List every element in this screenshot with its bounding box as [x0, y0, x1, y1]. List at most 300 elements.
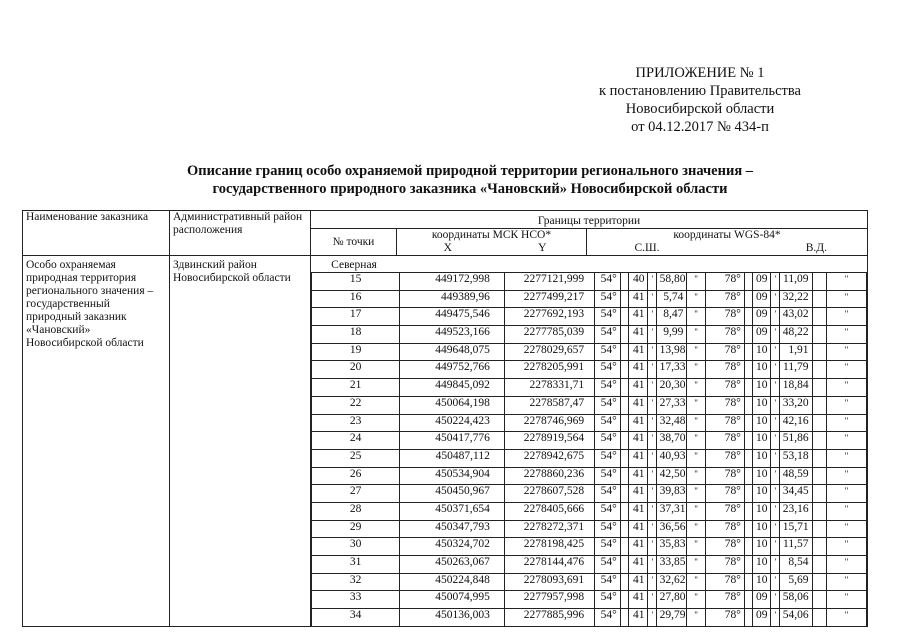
spacer: [744, 573, 752, 591]
lat-sec-mark: ": [687, 343, 705, 361]
reserve-name: Особо охраняемая природная территория регионального значения – государственный природный заказник «Чановский» Новосибирской области: [23, 256, 170, 627]
lon-min-mark: ': [771, 343, 779, 361]
coord-x: 450534,904: [400, 467, 505, 485]
lat-min-mark: ': [648, 432, 656, 450]
spacer: [812, 343, 826, 361]
coord-y: 2278587,47: [504, 396, 594, 414]
table-row: [312, 591, 867, 609]
lat-min-mark: [620, 609, 628, 627]
lat-minutes: 41: [628, 573, 647, 591]
point-number: 28: [312, 502, 400, 520]
lon-minutes: 10: [753, 573, 771, 591]
lat-seconds: 13,98: [656, 343, 687, 361]
coord-x: 450371,654: [400, 502, 505, 520]
lon-sec-mark: ": [826, 591, 866, 609]
coord-y: 2277499,217: [504, 290, 594, 308]
lon-degrees: 78°: [705, 591, 744, 609]
spacer: [744, 432, 752, 450]
point-number: 16: [312, 290, 400, 308]
point-number: 18: [312, 326, 400, 344]
annex-subtitle: к постановлению Правительства: [599, 83, 801, 99]
lon-degrees: 78°: [705, 308, 744, 326]
lon-degrees: 78°: [705, 467, 744, 485]
spacer: [744, 290, 752, 308]
lat-minutes: 41: [628, 591, 647, 609]
lon-minutes: 10: [753, 414, 771, 432]
spacer: [812, 538, 826, 556]
lon-min-mark: ': [771, 326, 779, 344]
lat-degrees: 54°: [595, 573, 621, 591]
coord-x: 449523,166: [400, 326, 505, 344]
lat-sec-mark: ": [687, 467, 705, 485]
lat-seconds: 20,30: [656, 379, 687, 397]
lon-sec-mark: ": [826, 343, 866, 361]
table-row: [312, 414, 867, 432]
spacer: [744, 396, 752, 414]
point-number: 19: [312, 343, 400, 361]
coord-y: 2278919,564: [504, 432, 594, 450]
lat-degrees: 54°: [595, 379, 621, 397]
table-row: [312, 520, 867, 538]
lon-seconds: 18,84: [779, 379, 812, 397]
table-row: [312, 273, 867, 291]
lon-minutes: 09: [753, 273, 771, 291]
lat-min-mark: [620, 396, 628, 414]
lat-minutes: 41: [628, 449, 647, 467]
point-number: 26: [312, 467, 400, 485]
section-label: Северная: [331, 259, 377, 271]
coord-y: 2277957,998: [504, 591, 594, 609]
lon-sec-mark: ": [826, 538, 866, 556]
lat-min-mark: ': [648, 502, 656, 520]
lon-degrees: 78°: [705, 343, 744, 361]
lat-min-mark: [620, 290, 628, 308]
lon-sec-mark: ": [826, 308, 866, 326]
lat-sec-mark: ": [687, 326, 705, 344]
lon-min-mark: ': [771, 538, 779, 556]
point-number: 29: [312, 520, 400, 538]
spacer: [744, 308, 752, 326]
lon-seconds: 11,09: [779, 273, 812, 291]
coord-y: 2278860,236: [504, 467, 594, 485]
lon-seconds: 23,16: [779, 502, 812, 520]
point-number: 33: [312, 591, 400, 609]
coord-x: 450263,067: [400, 556, 505, 574]
lat-min-mark: [620, 273, 628, 291]
spacer: [812, 609, 826, 627]
lon-min-mark: ': [771, 290, 779, 308]
point-number: 34: [312, 609, 400, 627]
spacer: [744, 379, 752, 397]
spacer: [812, 379, 826, 397]
lat-min-mark: ': [648, 467, 656, 485]
coord-x: 450064,198: [400, 396, 505, 414]
lon-seconds: 51,86: [779, 432, 812, 450]
spacer: [812, 326, 826, 344]
table-row: [312, 361, 867, 379]
spacer: [744, 520, 752, 538]
annex-region: Новосибирской области: [625, 101, 775, 117]
coord-x: 450224,848: [400, 573, 505, 591]
lat-sec-mark: ": [687, 449, 705, 467]
lat-minutes: 41: [628, 361, 647, 379]
header-borders: Границы территории: [311, 211, 868, 229]
lat-degrees: 54°: [595, 308, 621, 326]
coord-x: 450136,003: [400, 609, 505, 627]
lat-degrees: 54°: [595, 591, 621, 609]
lat-minutes: 41: [628, 308, 647, 326]
lat-min-mark: [620, 343, 628, 361]
lat-min-mark: ': [648, 308, 656, 326]
point-number: 21: [312, 379, 400, 397]
lon-degrees: 78°: [705, 414, 744, 432]
lat-minutes: 41: [628, 538, 647, 556]
lon-seconds: 58,06: [779, 591, 812, 609]
spacer: [812, 573, 826, 591]
table-row: [312, 538, 867, 556]
lon-degrees: 78°: [705, 379, 744, 397]
lat-sec-mark: ": [687, 379, 705, 397]
coord-y: 2277785,039: [504, 326, 594, 344]
lon-degrees: 78°: [705, 556, 744, 574]
coord-y: 2278746,969: [504, 414, 594, 432]
lon-minutes: 10: [753, 556, 771, 574]
lon-sec-mark: ": [826, 573, 866, 591]
lat-min-mark: ': [648, 573, 656, 591]
lon-seconds: 11,79: [779, 361, 812, 379]
lon-seconds: 53,18: [779, 449, 812, 467]
lat-min-mark: ': [648, 414, 656, 432]
coord-x: 450347,793: [400, 520, 505, 538]
lat-minutes: 40: [628, 273, 647, 291]
lon-minutes: 10: [753, 379, 771, 397]
lon-degrees: 78°: [705, 396, 744, 414]
lon-seconds: 15,71: [779, 520, 812, 538]
lat-degrees: 54°: [595, 396, 621, 414]
lon-sec-mark: ": [826, 361, 866, 379]
coord-x: 449845,092: [400, 379, 505, 397]
lon-sec-mark: ": [826, 467, 866, 485]
point-number: 24: [312, 432, 400, 450]
table-row: [312, 290, 867, 308]
lat-min-mark: [620, 379, 628, 397]
lon-minutes: 10: [753, 449, 771, 467]
coord-y: 2278029,657: [504, 343, 594, 361]
lon-min-mark: ': [771, 556, 779, 574]
lat-sec-mark: ": [687, 485, 705, 503]
lat-min-mark: ': [648, 273, 656, 291]
lon-min-mark: ': [771, 573, 779, 591]
lat-min-mark: ': [648, 520, 656, 538]
spacer: [812, 290, 826, 308]
coord-x: 450487,112: [400, 449, 505, 467]
lat-seconds: 9,99: [656, 326, 687, 344]
lat-min-mark: ': [648, 290, 656, 308]
point-number: 20: [312, 361, 400, 379]
title-line-2: государственного природного заказника «Чановский» Новосибирской области: [212, 181, 728, 197]
lat-minutes: 41: [628, 520, 647, 538]
lat-seconds: 38,70: [656, 432, 687, 450]
lon-minutes: 09: [753, 290, 771, 308]
spacer: [812, 449, 826, 467]
lat-seconds: 39,83: [656, 485, 687, 503]
spacer: [744, 485, 752, 503]
point-number: 30: [312, 538, 400, 556]
lon-sec-mark: ": [826, 326, 866, 344]
spacer: [744, 273, 752, 291]
lon-sec-mark: ": [826, 273, 866, 291]
lat-min-mark: ': [648, 449, 656, 467]
spacer: [812, 273, 826, 291]
lon-min-mark: ': [771, 502, 779, 520]
lat-minutes: 41: [628, 502, 647, 520]
lon-minutes: 09: [753, 326, 771, 344]
table-row: [312, 556, 867, 574]
lon-minutes: 09: [753, 609, 771, 627]
table-row: [312, 502, 867, 520]
coord-y: 2278942,675: [504, 449, 594, 467]
point-number: 17: [312, 308, 400, 326]
lat-min-mark: ': [648, 396, 656, 414]
spacer: [744, 538, 752, 556]
lat-degrees: 54°: [595, 502, 621, 520]
lon-minutes: 10: [753, 502, 771, 520]
lat-min-mark: ': [648, 343, 656, 361]
coord-x: 449752,766: [400, 361, 505, 379]
table-row: [312, 432, 867, 450]
lat-min-mark: ': [648, 556, 656, 574]
spacer: [812, 308, 826, 326]
lat-sec-mark: ": [687, 520, 705, 538]
lat-minutes: 41: [628, 467, 647, 485]
coord-y: 2278205,991: [504, 361, 594, 379]
lon-sec-mark: ": [826, 396, 866, 414]
spacer: [744, 326, 752, 344]
spacer: [812, 467, 826, 485]
coord-y: 2278144,476: [504, 556, 594, 574]
lon-minutes: 10: [753, 485, 771, 503]
lon-minutes: 09: [753, 308, 771, 326]
spacer: [744, 502, 752, 520]
lat-seconds: 8,47: [656, 308, 687, 326]
annex-header: [599, 64, 801, 136]
boundary-table: [22, 210, 868, 627]
coord-x: 449475,546: [400, 308, 505, 326]
lon-min-mark: ': [771, 308, 779, 326]
coord-y: 2278607,528: [504, 485, 594, 503]
header-lon: В.Д.: [805, 242, 827, 254]
lat-seconds: 42,50: [656, 467, 687, 485]
lat-sec-mark: ": [687, 290, 705, 308]
lat-sec-mark: ": [687, 556, 705, 574]
lon-minutes: 10: [753, 520, 771, 538]
lat-degrees: 54°: [595, 414, 621, 432]
coord-y: 2277121,999: [504, 273, 594, 291]
coord-x: 450450,967: [400, 485, 505, 503]
lat-sec-mark: ": [687, 432, 705, 450]
title-line-1: Описание границ особо охраняемой природной территории регионального значения –: [186, 163, 754, 179]
header-msk: координаты МСК НСО*: [397, 229, 587, 243]
lat-degrees: 54°: [595, 609, 621, 627]
header-point-no: № точки: [311, 229, 397, 256]
lon-degrees: 78°: [705, 432, 744, 450]
lat-minutes: 41: [628, 290, 647, 308]
annex-date: от 04.12.2017 № 434-п: [631, 119, 769, 135]
lat-sec-mark: ": [687, 396, 705, 414]
lat-seconds: 40,93: [656, 449, 687, 467]
lon-min-mark: ': [771, 361, 779, 379]
lat-degrees: 54°: [595, 326, 621, 344]
lat-degrees: 54°: [595, 290, 621, 308]
point-number: 27: [312, 485, 400, 503]
lat-seconds: 32,62: [656, 573, 687, 591]
table-row: [312, 343, 867, 361]
lon-sec-mark: ": [826, 290, 866, 308]
lon-min-mark: ': [771, 432, 779, 450]
lat-sec-mark: ": [687, 538, 705, 556]
spacer: [744, 343, 752, 361]
lon-min-mark: ': [771, 273, 779, 291]
lon-min-mark: ': [771, 485, 779, 503]
lon-degrees: 78°: [705, 273, 744, 291]
lon-degrees: 78°: [705, 573, 744, 591]
coord-y: 2278093,691: [504, 573, 594, 591]
lat-min-mark: [620, 556, 628, 574]
lat-min-mark: ': [648, 609, 656, 627]
header-admin: Административный район расположения: [170, 211, 311, 256]
point-number: 22: [312, 396, 400, 414]
lat-min-mark: [620, 538, 628, 556]
lat-min-mark: [620, 308, 628, 326]
lon-degrees: 78°: [705, 502, 744, 520]
lon-minutes: 10: [753, 467, 771, 485]
coord-x: 450074,995: [400, 591, 505, 609]
spacer: [744, 361, 752, 379]
lon-min-mark: ': [771, 414, 779, 432]
coord-x: 450324,702: [400, 538, 505, 556]
lon-sec-mark: ": [826, 449, 866, 467]
coord-x: 450417,776: [400, 432, 505, 450]
coord-y: 2278405,666: [504, 502, 594, 520]
lat-degrees: 54°: [595, 449, 621, 467]
lon-seconds: 8,54: [779, 556, 812, 574]
lat-min-mark: ': [648, 485, 656, 503]
point-number: 23: [312, 414, 400, 432]
lon-sec-mark: ": [826, 432, 866, 450]
lat-minutes: 41: [628, 485, 647, 503]
lat-degrees: 54°: [595, 343, 621, 361]
lon-min-mark: ': [771, 396, 779, 414]
lat-minutes: 41: [628, 396, 647, 414]
lon-minutes: 10: [753, 361, 771, 379]
lon-sec-mark: ": [826, 414, 866, 432]
lat-sec-mark: ": [687, 609, 705, 627]
table-row: [312, 396, 867, 414]
lat-degrees: 54°: [595, 432, 621, 450]
rows-cell: [311, 256, 868, 627]
lon-seconds: 42,16: [779, 414, 812, 432]
lon-degrees: 78°: [705, 290, 744, 308]
lon-minutes: 10: [753, 538, 771, 556]
coord-x: 449172,998: [400, 273, 505, 291]
lat-sec-mark: ": [687, 591, 705, 609]
lat-seconds: 17,33: [656, 361, 687, 379]
spacer: [812, 485, 826, 503]
lat-min-mark: ': [648, 591, 656, 609]
spacer: [812, 502, 826, 520]
header-x: X: [397, 242, 499, 256]
lon-minutes: 10: [753, 396, 771, 414]
lon-min-mark: ': [771, 449, 779, 467]
spacer: [812, 520, 826, 538]
coord-y: 2277885,996: [504, 609, 594, 627]
lat-minutes: 41: [628, 556, 647, 574]
lat-sec-mark: ": [687, 573, 705, 591]
lon-degrees: 78°: [705, 326, 744, 344]
lon-seconds: 54,06: [779, 609, 812, 627]
table-row: [312, 379, 867, 397]
spacer: [812, 414, 826, 432]
lat-seconds: 5,74: [656, 290, 687, 308]
lat-sec-mark: ": [687, 502, 705, 520]
lat-min-mark: [620, 502, 628, 520]
admin-district: Здвинский район Новосибирской области: [170, 256, 311, 627]
lat-min-mark: [620, 520, 628, 538]
lat-minutes: 41: [628, 379, 647, 397]
spacer: [812, 396, 826, 414]
table-row: [312, 485, 867, 503]
lat-seconds: 35,83: [656, 538, 687, 556]
lon-degrees: 78°: [705, 609, 744, 627]
document-title: [90, 162, 850, 198]
header-name: Наименование заказника: [23, 211, 170, 256]
lat-min-mark: [620, 326, 628, 344]
lat-minutes: 41: [628, 326, 647, 344]
header-lat: С.Ш.: [634, 242, 660, 254]
lat-min-mark: ': [648, 361, 656, 379]
lon-seconds: 11,57: [779, 538, 812, 556]
point-number: 15: [312, 273, 400, 291]
lat-degrees: 54°: [595, 485, 621, 503]
header-y: Y: [499, 242, 587, 256]
coord-x: 449389,96: [400, 290, 505, 308]
spacer: [812, 361, 826, 379]
lon-minutes: 10: [753, 432, 771, 450]
header-wgs: координаты WGS-84*: [587, 229, 868, 243]
lat-sec-mark: ": [687, 308, 705, 326]
table-row: [312, 573, 867, 591]
lon-min-mark: ': [771, 609, 779, 627]
table-row: [312, 609, 867, 627]
lat-degrees: 54°: [595, 273, 621, 291]
table-row: [312, 467, 867, 485]
lon-sec-mark: ": [826, 502, 866, 520]
coord-y: 2277692,193: [504, 308, 594, 326]
coord-x: 450224,423: [400, 414, 505, 432]
lat-minutes: 41: [628, 609, 647, 627]
table-row: [312, 308, 867, 326]
annex-title: ПРИЛОЖЕНИЕ № 1: [635, 65, 765, 81]
lon-sec-mark: ": [826, 609, 866, 627]
lon-min-mark: ': [771, 591, 779, 609]
lon-min-mark: ': [771, 379, 779, 397]
lat-seconds: 29,79: [656, 609, 687, 627]
table-row: [312, 326, 867, 344]
lat-min-mark: [620, 414, 628, 432]
spacer: [744, 609, 752, 627]
point-number: 25: [312, 449, 400, 467]
lat-sec-mark: ": [687, 414, 705, 432]
